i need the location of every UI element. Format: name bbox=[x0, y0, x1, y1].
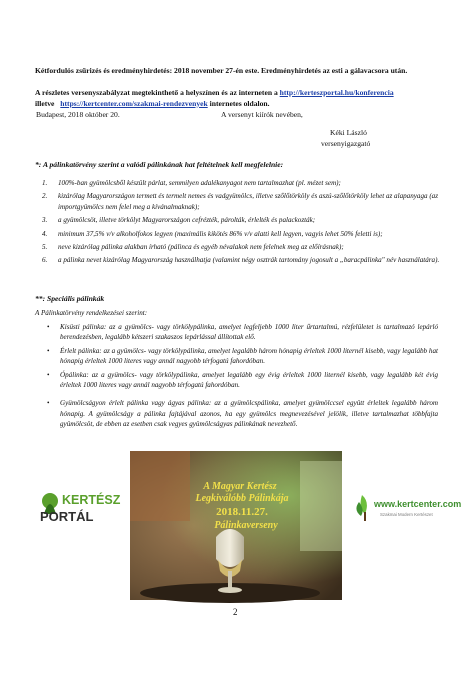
condition-item bbox=[38, 178, 456, 188]
condition-item bbox=[38, 229, 456, 239]
page-number: 2 bbox=[233, 607, 238, 617]
condition-number: 4. bbox=[42, 229, 48, 238]
konferencia-link[interactable]: http://kerteszportal.hu/konferencia bbox=[279, 88, 394, 97]
palinka-conditions-list bbox=[38, 178, 456, 269]
special-palinka-text: Kisüsti pálinka: az a gyümölcs- vagy törkölypálinka, amelyet legfeljebb 1000 liter űrtartalmú, rézfelületet is tartalmazó lepárló berendezésben, legalább kétszeri szakaszos lepárlással állítottak elő. bbox=[60, 323, 438, 342]
rules-paragraph bbox=[35, 88, 455, 109]
kertcenter-logo-icon bbox=[355, 492, 462, 524]
kertcenter-logo bbox=[355, 492, 462, 524]
kertcenter-logo-text: www.kertcenter.com bbox=[374, 499, 462, 509]
signer-name: Kéki László bbox=[330, 128, 367, 137]
kerteszportal-logo-icon bbox=[36, 490, 121, 524]
kerteszportal-logo-top: KERTÉSZ bbox=[62, 493, 121, 507]
section1-heading: *: A pálinkatörvény szerint a valódi pálinkának hat feltételnek kell megfelelnie: bbox=[35, 160, 284, 169]
special-palinka-text: Gyümölcságyon érlelt pálinka vagy ágyas pálinka: az a gyümölcspálinka, amelyet gyümölccsel együtt érleltek legalább három hónapig. A gyümölcságy a pálinka fajtájával azonos, ha egy gyümölcs megnevezésével jelölik, illetve tartalmazhat többfajta gyümölcsöt, de ebben az esetben csak vegyes gyümölcságyas pálinkának nevezhető. bbox=[60, 399, 438, 429]
rules-text-2: illetve bbox=[35, 98, 57, 108]
condition-number: 3. bbox=[42, 216, 48, 225]
condition-text: minimum 37,5% v/v alkoholfokos legyen (maximális kikötés 86% v/v alatti kell legyen, vagyis lehet 50% feletti is); bbox=[58, 229, 383, 238]
special-palinka-item bbox=[42, 322, 438, 343]
condition-text: kizárólag Magyarországon termett és termelt nemes és vadgyümölcs, illetve szőlőtörköly és aszú-szőlőtörköly lehet az alapanyaga (az importgyümölcs nem felel meg a kívánalmaknak); bbox=[58, 192, 438, 211]
special-palinka-text: Ópálinka: az a gyümölcs- vagy törkölypálinka, amelyet legalább egy évig érleltek 1000 liternél kisebb, vagy legalább két évig érleltek 1000 literes vagy annál nagyobb térfogatú fahordóban. bbox=[60, 370, 438, 390]
special-palinka-item bbox=[42, 370, 438, 391]
palinka-banner-image bbox=[130, 451, 342, 600]
section2-intro: A Pálinkatörvény rendelkezései szerint: bbox=[35, 309, 148, 317]
condition-text: a gyümölcsöt, illetve törkölyt Magyarországon cefrézték, párolták, érlelték és palackozták; bbox=[58, 216, 316, 225]
special-palinka-text: Érlelt pálinka: az a gyümölcs- vagy törkölypálinka, amelyet legalább három hónapig érleltek 1000 liternél kisebb, vagy legalább hat hónapig érleltek 1000 literes vagy annál nagyobb térfogatú fahordóban. bbox=[60, 346, 438, 366]
banner-line-1: A Magyar Kertész bbox=[203, 481, 277, 492]
special-palinka-item bbox=[42, 346, 438, 367]
signer-title: versenyigazgató bbox=[321, 139, 371, 148]
kertcenter-link[interactable]: https://kertcenter.com/szakmai-rendezvenyek bbox=[60, 98, 208, 108]
rules-text-3: internetes oldalon. bbox=[207, 98, 270, 108]
condition-text: neve kizárólag pálinka alakban írható (pálinca és egyéb névalakok nem felelnek meg az előírásnak); bbox=[58, 243, 344, 252]
condition-number: 1. bbox=[42, 179, 48, 187]
kerteszportal-logo-bottom: PORTÁL bbox=[40, 509, 94, 524]
kertcenter-logo-tagline: Szakmai Modern Kertészet bbox=[380, 512, 433, 517]
section2-heading: **: Speciális pálinkák bbox=[35, 294, 105, 303]
on-behalf-text: A versenyt kiírók nevében, bbox=[221, 110, 303, 119]
condition-item bbox=[38, 215, 456, 225]
special-palinka-list bbox=[42, 322, 438, 430]
rules-text: A részletes versenyszabályzat megtekinthető a helyszínen és az interneten a bbox=[35, 88, 280, 97]
condition-text: 100%-ban gyümölcsből készült párlat, semmilyen adalékanyagot nem tartalmazhat (pl. mézet sem); bbox=[58, 179, 341, 187]
banner-line-4: Pálinkaverseny bbox=[214, 520, 278, 531]
bullet-icon: • bbox=[47, 346, 50, 355]
condition-number: 6. bbox=[42, 256, 48, 265]
condition-number: 2. bbox=[42, 192, 48, 201]
condition-item bbox=[38, 191, 456, 212]
results-paragraph: Kétfordulós zsűrizés és eredményhirdetés: 2018 november 27-én este. Eredményhirdetés az esti a gálavacsora után. bbox=[35, 66, 408, 75]
special-palinka-item bbox=[42, 398, 438, 429]
banner-line-3: 2018.11.27. bbox=[216, 506, 268, 518]
kerteszportal-logo bbox=[36, 490, 121, 524]
banner-line-2: Legkiválóbb Pálinkája bbox=[195, 493, 289, 504]
bullet-icon: • bbox=[47, 323, 50, 331]
condition-text: a pálinka nevet kizárólag Magyarország használhatja (valamint négy osztrák tartomány jogosult a „baracpálinka" név használatára). bbox=[58, 256, 440, 265]
condition-item bbox=[38, 255, 456, 265]
bullet-icon: • bbox=[47, 399, 50, 408]
condition-number: 5. bbox=[42, 243, 48, 252]
condition-item bbox=[38, 242, 456, 252]
place-date: Budapest, 2018 október 20. bbox=[36, 110, 120, 119]
bullet-icon: • bbox=[47, 370, 50, 379]
banner-photo-graphic bbox=[130, 451, 342, 600]
